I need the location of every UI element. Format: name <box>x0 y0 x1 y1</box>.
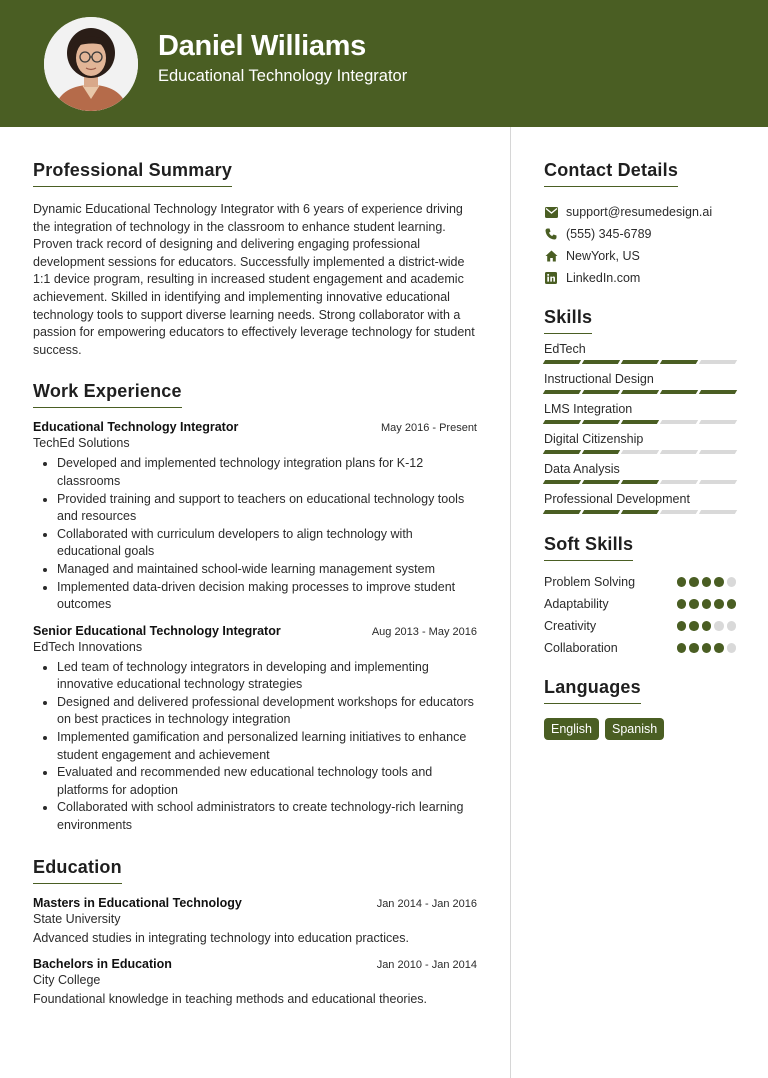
rating-dot <box>689 643 699 653</box>
school-name: State University <box>33 911 121 926</box>
bullet-item: • Implemented gamification and personalized learning initiatives to enhance student engagement and achievement <box>57 729 477 764</box>
skill-level-bar <box>544 480 736 484</box>
bullet-item: • Led team of technology integrators in developing and implementing innovative educational technology strategies <box>57 659 477 694</box>
bullet-item: • Collaborated with curriculum developers to align technology with educational goals <box>57 526 477 561</box>
phone-icon <box>544 227 558 241</box>
skill-level-segment <box>660 360 698 364</box>
job-title: Senior Educational Technology Integrator <box>33 623 281 638</box>
rating-dot <box>727 599 737 609</box>
candidate-name: Daniel Williams <box>158 30 366 62</box>
section-title: Skills <box>544 307 592 334</box>
skill-level-segment <box>582 420 620 424</box>
bullet-item: • Implemented data-driven decision making processes to improve student outcomes <box>57 579 477 614</box>
school-name: City College <box>33 972 101 987</box>
skill-level-segment <box>621 360 659 364</box>
skill-level-segment <box>621 420 659 424</box>
summary-text: Dynamic Educational Technology Integrator with 6 years of experience driving the integration of technology in the classroom to enhance student learning. Proven track record of designing and delivering engaging professional development sessions for educators. Successfully implemented a district-wide 1:1 device program, resulting in increased student engagement and academic achievement. Skilled in identifying and implementing innovative educational technology tools to support diverse learning needs. Strong collaborator with a passion for empowering educators to effectively leverage technology for student success. <box>33 202 475 357</box>
portrait-photo <box>44 17 138 111</box>
skill-item <box>544 402 736 424</box>
skill-level-bar <box>544 360 736 364</box>
skill-level-segment <box>543 450 581 454</box>
skill-level-segment <box>699 420 737 424</box>
skill-level-bar <box>544 450 736 454</box>
contact-phone[interactable] <box>544 223 736 245</box>
rating-dot <box>677 621 687 631</box>
job-company: EdTech Innovations <box>33 639 143 654</box>
column-divider <box>510 127 511 1078</box>
rating-dot <box>727 577 737 587</box>
section-title: Work Experience <box>33 381 182 408</box>
education-description: Advanced studies in integrating technology into education practices. <box>33 930 409 945</box>
soft-skill-item <box>544 615 736 637</box>
job-date: May 2016 - Present <box>381 422 477 435</box>
rating-dot <box>714 577 724 587</box>
contact-linkedin[interactable] <box>544 267 736 289</box>
skill-level-segment <box>699 390 737 394</box>
skill-level-segment <box>699 510 737 514</box>
bullet-item: • Designed and delivered professional development workshops for educators on best practices in technology integration <box>57 694 477 729</box>
education-date: Jan 2010 - Jan 2014 <box>376 958 477 971</box>
rating-dot <box>727 643 737 653</box>
rating-dot <box>714 599 724 609</box>
languages-section <box>544 677 736 740</box>
soft-skill-rating <box>677 621 737 631</box>
skill-level-segment <box>543 420 581 424</box>
skill-level-segment <box>660 450 698 454</box>
rating-dot <box>714 621 724 631</box>
experience-section <box>33 381 477 834</box>
skill-item <box>544 462 736 484</box>
candidate-role: Educational Technology Integrator <box>158 67 408 85</box>
rating-dot <box>714 643 724 653</box>
skill-level-segment <box>621 450 659 454</box>
skill-item <box>544 492 736 514</box>
summary-section <box>33 160 477 359</box>
skill-item <box>544 342 736 364</box>
contact-location-text: NewYork, US <box>566 249 640 263</box>
rating-dot <box>702 621 712 631</box>
section-title: Languages <box>544 677 641 704</box>
skills-list <box>544 342 736 514</box>
bullet-item: • Provided training and support to teachers on educational technology tools and resources <box>57 491 477 526</box>
soft-skill-item <box>544 593 736 615</box>
soft-skill-item <box>544 571 736 593</box>
skill-level-segment <box>621 480 659 484</box>
rating-dot <box>677 643 687 653</box>
degree-title: Bachelors in Education <box>33 956 172 971</box>
job-entry <box>33 624 477 835</box>
skill-level-segment <box>660 420 698 424</box>
skill-level-segment <box>660 480 698 484</box>
skill-level-segment <box>582 480 620 484</box>
skill-item <box>544 432 736 454</box>
soft-skill-rating <box>677 599 737 609</box>
bullet-item: • Evaluated and recommended new educational technology tools and platforms for adoption <box>57 764 477 799</box>
home-icon <box>544 249 558 263</box>
skill-level-segment <box>582 360 620 364</box>
job-date: Aug 2013 - May 2016 <box>371 625 477 638</box>
rating-dot <box>689 621 699 631</box>
skill-name: Data Analysis <box>544 462 620 476</box>
rating-dot <box>727 621 737 631</box>
job-entry <box>33 420 477 613</box>
soft-skill-name: Problem Solving <box>544 575 636 589</box>
contact-list <box>544 201 736 289</box>
skill-level-segment <box>699 480 737 484</box>
section-title: Professional Summary <box>33 160 232 187</box>
job-company: TechEd Solutions <box>33 436 130 451</box>
envelope-icon <box>544 205 558 219</box>
rating-dot <box>702 643 712 653</box>
skill-level-segment <box>543 390 581 394</box>
contact-location <box>544 245 736 267</box>
contact-linkedin-text: LinkedIn.com <box>566 271 641 285</box>
rating-dot <box>689 577 699 587</box>
language-badge: English <box>544 718 599 740</box>
linkedin-icon <box>544 271 558 285</box>
soft-skill-item <box>544 637 736 659</box>
contact-section <box>544 160 736 289</box>
soft-skill-rating <box>677 643 737 653</box>
skill-level-segment <box>543 510 581 514</box>
education-date: Jan 2014 - Jan 2016 <box>376 897 477 910</box>
skill-level-segment <box>621 510 659 514</box>
avatar <box>44 17 138 111</box>
soft-skill-name: Creativity <box>544 619 597 633</box>
bullet-item: • Managed and maintained school-wide learning management system <box>57 561 477 579</box>
rating-dot <box>702 577 712 587</box>
education-entry <box>33 957 477 1006</box>
soft-skills-list <box>544 571 736 659</box>
job-title: Educational Technology Integrator <box>33 420 239 435</box>
skill-name: Professional Development <box>544 492 690 506</box>
soft-skill-rating <box>677 577 737 587</box>
skill-level-bar <box>544 420 736 424</box>
skill-level-bar <box>544 390 736 394</box>
contact-phone-text: (555) 345-6789 <box>566 227 652 241</box>
skill-name: LMS Integration <box>544 402 633 416</box>
skill-level-segment <box>699 360 737 364</box>
resume-header <box>0 0 768 127</box>
skills-section <box>544 307 736 514</box>
bullet-item: • Developed and implemented technology integration plans for K-12 classrooms <box>57 455 477 490</box>
contact-email[interactable] <box>544 201 736 223</box>
skill-level-segment <box>582 510 620 514</box>
rating-dot <box>702 599 712 609</box>
skill-level-segment <box>621 390 659 394</box>
rating-dot <box>677 599 687 609</box>
job-bullets <box>33 455 477 613</box>
sidebar-column <box>544 160 736 758</box>
rating-dot <box>677 577 687 587</box>
education-section <box>33 857 477 1006</box>
skill-level-segment <box>660 510 698 514</box>
skill-item <box>544 372 736 394</box>
soft-skill-name: Adaptability <box>544 597 609 611</box>
section-title: Contact Details <box>544 160 678 187</box>
bullet-item: • Collaborated with school administrators to create technology-rich learning environments <box>57 799 477 834</box>
main-column <box>33 160 477 1024</box>
rating-dot <box>689 599 699 609</box>
language-badge: Spanish <box>605 718 664 740</box>
job-bullets <box>33 659 477 835</box>
skill-name: EdTech <box>544 342 586 356</box>
skill-level-segment <box>660 390 698 394</box>
soft-skill-name: Collaboration <box>544 641 618 655</box>
degree-title: Masters in Educational Technology <box>33 895 242 910</box>
languages-list <box>544 718 736 740</box>
skill-level-segment <box>699 450 737 454</box>
skill-name: Digital Citizenship <box>544 432 644 446</box>
skill-level-segment <box>582 450 620 454</box>
skill-level-bar <box>544 510 736 514</box>
skill-level-segment <box>543 480 581 484</box>
education-entry <box>33 896 477 945</box>
skill-name: Instructional Design <box>544 372 654 386</box>
section-title: Education <box>33 857 122 884</box>
contact-email-text: support@resumedesign.ai <box>566 205 713 219</box>
education-description: Foundational knowledge in teaching methods and educational theories. <box>33 991 428 1006</box>
skill-level-segment <box>543 360 581 364</box>
soft-skills-section <box>544 534 736 659</box>
section-title: Soft Skills <box>544 534 633 561</box>
skill-level-segment <box>582 390 620 394</box>
